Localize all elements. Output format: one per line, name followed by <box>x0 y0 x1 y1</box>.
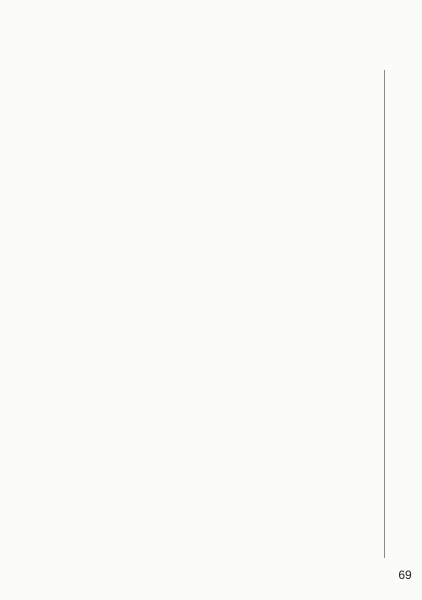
running-footer-strip <box>392 0 422 600</box>
margin-divider <box>384 70 385 558</box>
issue-date <box>398 268 420 328</box>
article-body <box>62 70 368 590</box>
magazine-masthead <box>398 352 420 422</box>
page-number: 69 <box>398 568 412 582</box>
